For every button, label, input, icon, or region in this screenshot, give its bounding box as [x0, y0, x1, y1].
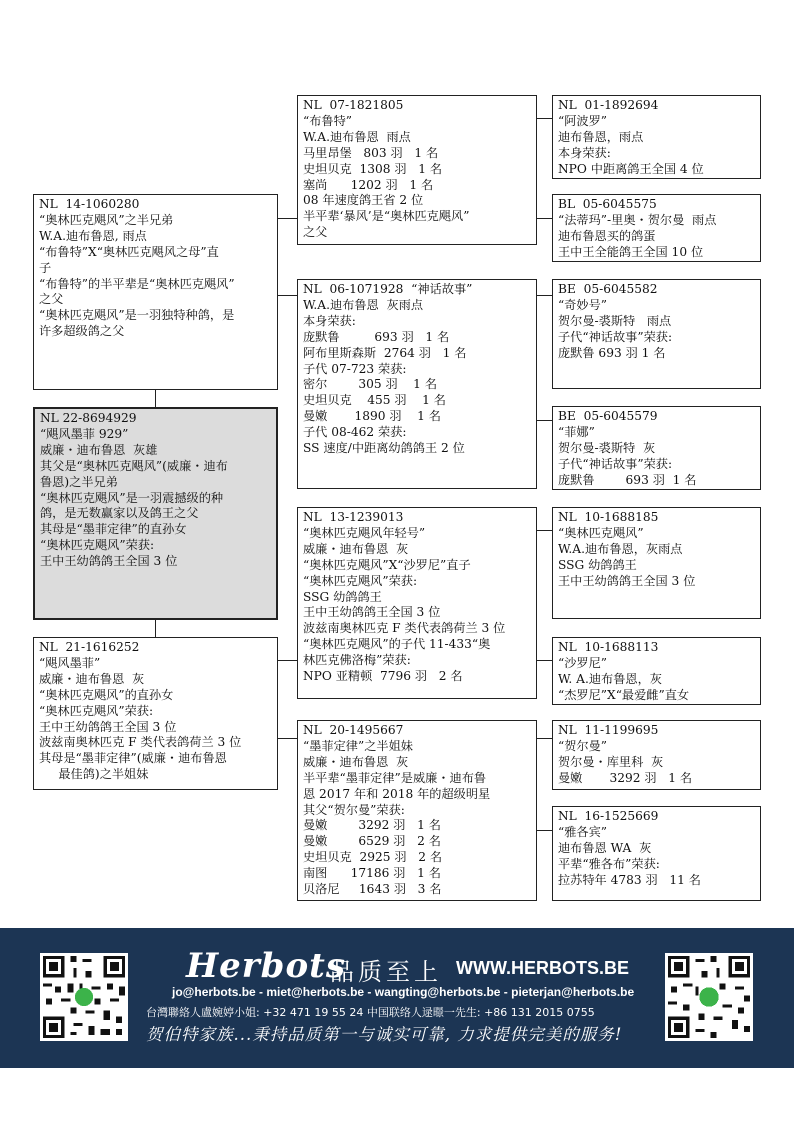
- pedigree-line: 曼嫩 3292 羽 1 名: [558, 770, 693, 785]
- pedigree-line: 半平辈“墨菲定律”是威廉・迪布鲁: [303, 770, 487, 785]
- ring-number: NL 21-1616252: [39, 640, 140, 654]
- pedigree-line: “奥林匹克飓风”是一羽震撼级的种: [40, 490, 224, 505]
- pedigree-line: SSG 幼鸽鸽王: [558, 557, 637, 572]
- ring-number: NL 01-1892694: [558, 98, 659, 112]
- ring-number: NL 11-1199695: [558, 723, 659, 737]
- pedigree-line: NPO 亚精顿 7796 羽 2 名: [303, 669, 463, 684]
- pedigree-line: 贺尔曼・库里科 灰: [558, 754, 664, 769]
- pedigree-line: SS 速度/中距离幼鸽鸽王 2 位: [303, 441, 465, 456]
- pedigree-sire-dam-dam: [552, 406, 761, 490]
- pedigree-line: W.A.迪布鲁恩 灰雨点: [303, 297, 424, 312]
- pedigree-line: 贝洛尼 1643 羽 3 名: [303, 882, 442, 897]
- pedigree-dam-sire-dam: [552, 637, 761, 705]
- pedigree-line: 子: [39, 260, 52, 275]
- email-contacts[interactable]: jo@herbots.be - miet@herbots.be - wangting@herbots.be - pieterjan@herbots.be: [172, 985, 635, 999]
- pedigree-line: 塞尚 1202 羽 1 名: [303, 177, 434, 192]
- pedigree-line: “奥林匹克飓风”之半兄弟: [39, 212, 174, 227]
- ring-number: NL 13-1239013: [303, 510, 404, 524]
- connector-subject-sire: [155, 390, 156, 407]
- pedigree-line: 王中王幼鸽鸽王全国 3 位: [39, 719, 177, 734]
- pedigree-line: “奥林匹克飓风”: [558, 525, 644, 540]
- pedigree-sire-sire-sire: [552, 95, 761, 179]
- pedigree-line: 庞默鲁 693 羽 1 名: [303, 329, 450, 344]
- pedigree-dam-sire-sire: [552, 507, 761, 619]
- pedigree-line: “奥林匹克飓风”荣获:: [39, 703, 154, 718]
- pedigree-line: 威廉・迪布鲁恩 灰: [303, 754, 409, 769]
- pedigree-line: “飓风墨菲 929”: [40, 426, 129, 441]
- pedigree-subject: [33, 407, 278, 620]
- pedigree-sire: [33, 194, 278, 390]
- pedigree-sire-sire: [297, 95, 537, 245]
- pedigree-line: 王中王幼鸽鸽王全国 3 位: [558, 573, 696, 588]
- pedigree-line: 恩 2017 年和 2018 年的超级明星: [303, 786, 491, 801]
- ring-number: NL 20-1495667: [303, 723, 404, 737]
- pedigree-line: 庞默鲁 693 羽 1 名: [558, 472, 697, 487]
- pedigree-line: 迪布鲁恩，雨点: [558, 129, 644, 144]
- pedigree-line: 平辈“雅各布”荣获:: [558, 856, 660, 871]
- pedigree-line: 王中王幼鸽鸽王全国 3 位: [40, 554, 178, 569]
- pedigree-line: “阿波罗”: [558, 113, 608, 128]
- pedigree-line: 曼嫩 6529 羽 2 名: [303, 834, 441, 849]
- herbots-logo: Herbots: [186, 946, 346, 986]
- pedigree-line: 曼嫩 3292 羽 1 名: [303, 818, 441, 833]
- wechat-qr-code-icon: [665, 953, 753, 1041]
- pedigree-dam: [33, 637, 278, 790]
- pedigree-line: 威廉・迪布鲁恩 灰: [39, 671, 145, 686]
- pedigree-line: NPO 中距离鸽王全国 4 位: [558, 161, 704, 176]
- pedigree-line: 半平辈‘暴风’是“奥林匹克飓风”: [303, 209, 470, 224]
- pedigree-line: “法蒂玛”-里奥・贺尔曼 雨点: [558, 212, 717, 227]
- connector-sd-sdd: [537, 420, 552, 421]
- ring-number: BE 05-6045582: [558, 282, 658, 296]
- pedigree-line: 王中王全能鸽王全国 10 位: [558, 244, 704, 259]
- tagline: 贺伯特家族...秉持品质第一与诚实可靠, 力求提供完美的服务!: [146, 1025, 623, 1044]
- connector-dam-ds: [278, 660, 297, 661]
- pedigree-dam-dam: [297, 720, 537, 901]
- pedigree-line: 子代“神话故事”荣获:: [558, 456, 673, 471]
- connector-dam-dd: [278, 738, 297, 739]
- ring-number: NL 07-1821805: [303, 98, 404, 112]
- ring-number: NL 16-1525669: [558, 809, 659, 823]
- pedigree-line: 林匹克佛洛梅”荣获:: [303, 653, 411, 668]
- pedigree-line: “杰罗尼”X“最爱雌”直女: [558, 687, 690, 702]
- pedigree-line: 其父“贺尔曼”荣获:: [303, 802, 405, 817]
- pedigree-line: 密尔 305 羽 1 名: [303, 377, 438, 392]
- connector-ds-dsd: [537, 660, 552, 661]
- pedigree-line: 王中王幼鸽鸽王全国 3 位: [303, 605, 441, 620]
- pedigree-line: 其父是“奥林匹克飓风”(威廉・迪布: [40, 458, 228, 473]
- pedigree-line: 南图 17186 羽 1 名: [303, 866, 441, 881]
- connector-ss-ssd: [537, 218, 552, 219]
- pedigree-line: W. A.迪布鲁恩，灰: [558, 671, 662, 686]
- pedigree-line: 史坦贝克 455 羽 1 名: [303, 393, 446, 408]
- connector-ds-dss: [537, 530, 552, 531]
- pedigree-line: “布鲁特”: [303, 113, 353, 128]
- pedigree-line: W.A.迪布鲁恩 雨点: [303, 129, 411, 144]
- pedigree-line: 贺尔曼-裘斯特 雨点: [558, 313, 672, 328]
- pedigree-dam-dam-dam: [552, 806, 761, 901]
- connector-subject-dam: [155, 620, 156, 637]
- pedigree-line: 史坦贝克 1308 羽 1 名: [303, 161, 443, 176]
- ring-number: NL 22-8694929: [40, 411, 137, 425]
- slogan: 品质至上: [330, 958, 442, 986]
- pedigree-line: “墨菲定律”之半姐妹: [303, 738, 413, 753]
- pedigree-dam-dam-sire: [552, 720, 761, 790]
- pedigree-line: “布鲁特”的半平辈是“奥林匹克飓风”: [39, 276, 235, 291]
- pedigree-line: 威廉・迪布鲁恩 灰: [303, 541, 409, 556]
- pedigree-line: “奥林匹克飓风”X“沙罗尼”直子: [303, 557, 471, 572]
- pedigree-line: “奥林匹克飓风”荣获:: [303, 573, 418, 588]
- pedigree-line: “奥林匹克飓风”的子代 11-433“奥: [303, 637, 491, 652]
- pedigree-line: 其母是“墨菲定律”(威廉・迪布鲁恩: [39, 751, 227, 766]
- pedigree-sire-dam-sire: [552, 279, 761, 389]
- pedigree-line: 之父: [39, 292, 64, 307]
- pedigree-sire-dam: [297, 279, 537, 489]
- pedigree-line: 迪布鲁恩买的鸽蛋: [558, 228, 656, 243]
- pedigree-line: 波兹南奥林匹克 F 类代表鸽荷兰 3 位: [39, 735, 242, 750]
- pedigree-line: 最佳鸽)之半姐妹: [39, 767, 149, 782]
- pedigree-line: 子代 07-723 荣获:: [303, 361, 407, 376]
- pedigree-line: 本身荣获:: [558, 145, 611, 160]
- pedigree-line: 子代“神话故事”荣获:: [558, 329, 673, 344]
- pedigree-line: 拉苏特年 4783 羽 11 名: [558, 872, 701, 887]
- pedigree-dam-sire: [297, 507, 537, 699]
- pedigree-line: 史坦贝克 2925 羽 2 名: [303, 850, 443, 865]
- pedigree-line: W.A.迪布鲁恩，灰雨点: [558, 541, 683, 556]
- pedigree-line: “菲娜”: [558, 424, 595, 439]
- ring-number: NL 14-1060280: [39, 197, 140, 211]
- pedigree-line: “雅各宾”: [558, 824, 608, 839]
- connector-sd-sds: [537, 295, 552, 296]
- connector-dd-ddd: [537, 830, 552, 831]
- pedigree-sire-sire-dam: [552, 194, 761, 262]
- pedigree-line: 迪布鲁恩 WA 灰: [558, 840, 652, 855]
- pedigree-line: 08 年速度鸽王省 2 位: [303, 193, 424, 208]
- pedigree-line: 威廉・迪布鲁恩 灰雄: [40, 442, 158, 457]
- pedigree-line: 鸽，是无数赢家以及鸽王之父: [40, 506, 199, 521]
- connector-dd-dds: [537, 738, 552, 739]
- pedigree-line: “奥林匹克飓风”的直孙女: [39, 687, 174, 702]
- pedigree-line: “奥林匹克飓风年轻号”: [303, 525, 426, 540]
- pedigree-line: 之父: [303, 225, 328, 240]
- pedigree-line: 本身荣获:: [303, 313, 356, 328]
- connector-ss-sss: [537, 118, 552, 119]
- pedigree-line: 马里昂堡 803 羽 1 名: [303, 145, 439, 160]
- pedigree-line: “奥林匹克飓风”荣获:: [40, 538, 155, 553]
- pedigree-line: “布鲁特”X“奥林匹克飓风之母”直: [39, 244, 219, 259]
- ring-number: BE 05-6045579: [558, 409, 658, 423]
- pedigree-line: 曼嫩 1890 羽 1 名: [303, 409, 441, 424]
- pedigree-line: SSG 幼鸽鸽王: [303, 589, 382, 604]
- pedigree-line: 贺尔曼-裘斯特 灰: [558, 440, 656, 455]
- pedigree-line: 鲁恩)之半兄弟: [40, 474, 118, 489]
- pedigree-line: “奥林匹克飓风”是一羽独特种鸽，是: [39, 308, 235, 323]
- footer-banner: [0, 928, 794, 1068]
- website-link[interactable]: WWW.HERBOTS.BE: [456, 958, 629, 978]
- ring-number: NL 06-1071928 “神话故事”: [303, 282, 473, 296]
- pedigree-line: W.A.迪布鲁恩, 雨点: [39, 228, 147, 243]
- pedigree-line: 其母是“墨菲定律”的直孙女: [40, 522, 187, 537]
- qr-code-icon: [40, 953, 128, 1041]
- ring-number: NL 10-1688185: [558, 510, 659, 524]
- pedigree-line: 许多超级鸽之父: [39, 324, 125, 339]
- pedigree-line: “贺尔曼”: [558, 738, 608, 753]
- ring-number: NL 10-1688113: [558, 640, 659, 654]
- pedigree-line: 庞默鲁 693 羽 1 名: [558, 345, 666, 360]
- pedigree-line: 子代 08-462 荣获:: [303, 425, 407, 440]
- pedigree-line: “沙罗尼”: [558, 655, 608, 670]
- pedigree-line: 阿布里斯森斯 2764 羽 1 名: [303, 345, 467, 360]
- pedigree-line: “飓风墨菲”: [39, 655, 101, 670]
- pedigree-line: “奇妙号”: [558, 297, 608, 312]
- connector-sire-ss: [278, 218, 297, 219]
- ring-number: BL 05-6045575: [558, 197, 657, 211]
- phone-contacts: 台灣聯絡人盧婉婷小姐: +32 471 19 55 24 中国联络人逯暻一先生: +86 131 2015 0755: [146, 1006, 595, 1019]
- connector-sire-sd: [278, 295, 297, 296]
- pedigree-line: 波兹南奥林匹克 F 类代表鸽荷兰 3 位: [303, 621, 506, 636]
